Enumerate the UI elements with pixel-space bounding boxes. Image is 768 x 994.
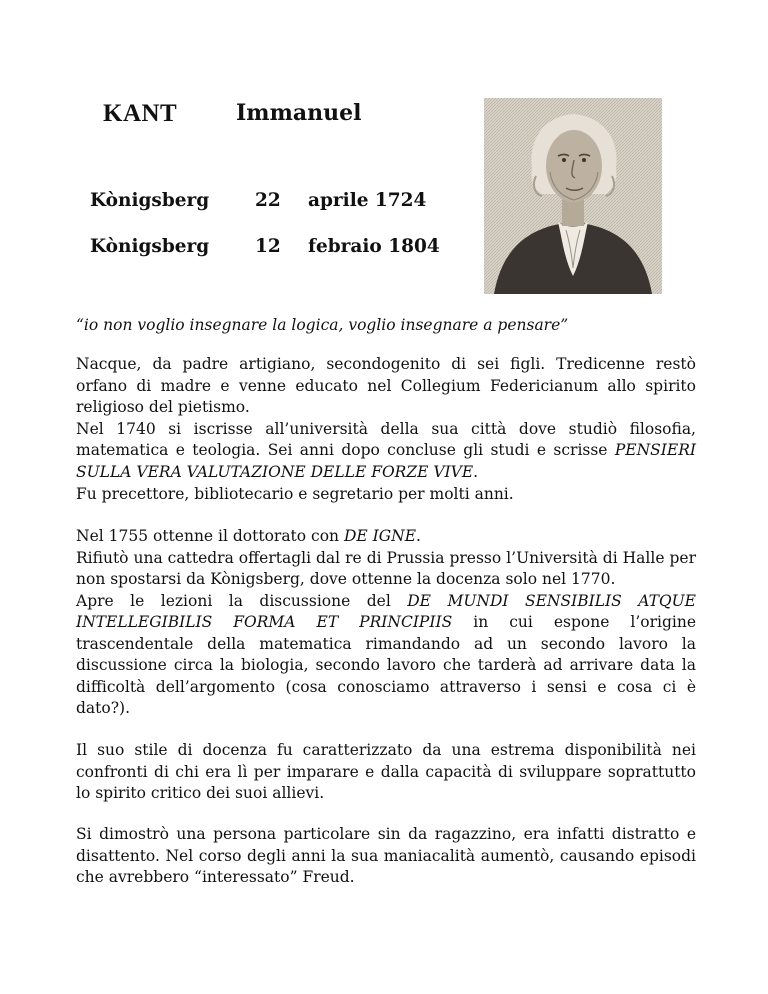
work-title: PENSIERI SULLA VERA VALUTAZIONE DELLE FORZE VIVE <box>76 441 696 481</box>
paragraph-text: Il suo stile di docenza fu caratterizzato da una estrema disponibilità nei confronti di chi era lì per imparare e dalla capacità di sviluppare soprattutto lo spirito critico dei suoi allievi. <box>76 741 696 802</box>
paragraph-text <box>76 591 696 720</box>
kant-quote: “io non voglio insegnare la logica, voglio insegnare a pensare” <box>76 316 569 334</box>
text-span: . <box>473 462 479 481</box>
paragraph-career <box>76 484 696 506</box>
given-name-heading: Immanuel <box>236 100 362 126</box>
paragraph-teaching-style <box>76 740 696 805</box>
paragraph-text <box>76 526 696 548</box>
paragraph-text: Rifiutò una cattedra offertagli dal re di Prussia presso l’Università di Halle per non spostarsi da Kònigsberg, dove ottenne la docenza solo nel 1770. <box>76 548 696 588</box>
death-place: Kònigsberg <box>90 236 210 257</box>
paragraph-text: Fu precettore, bibliotecario e segretario per molti anni. <box>76 485 514 503</box>
work-title: DE IGNE <box>343 527 417 545</box>
birth-place: Kònigsberg <box>90 190 210 211</box>
death-day: 12 <box>255 236 281 257</box>
text-span: in cui espone l’origine trascendentale della matematica rimandando ad un secondo lavoro la discussione circa la biologia, secondo lavoro che tarderà ad arrivare data la difficoltà dell’argomento (cosa conosciamo attraverso i sensi e cosa ci è dato?). <box>76 613 696 717</box>
text-span: Nel 1755 ottenne il dottorato con <box>76 527 344 545</box>
birth-month-year: aprile 1724 <box>308 190 427 211</box>
text-span: Nel 1740 si iscrisse all’università della sua città dove studiò filosofia, matematica e teologia. Sei anni dopo concluse gli studi e scrisse <box>76 419 696 459</box>
paragraph-doctorate <box>76 526 696 720</box>
text-span: Apre le lezioni la discussione del <box>76 591 408 610</box>
portrait-image <box>484 98 662 294</box>
paragraph-text: Nacque, da padre artigiano, secondogenito di sei figli. Tredicenne restò orfano di madre e venne educato nel Collegium Federicianum allo spirito religioso del pietismo. <box>76 355 696 416</box>
paragraph-text: Si dimostrò una persona particolare sin da ragazzino, era infatti distratto e disattento. Nel corso degli anni la sua maniacalità aumentò, causando episodi che avrebbero “interessato” Freud. <box>76 825 696 886</box>
death-month-year: febraio 1804 <box>308 236 440 257</box>
paragraph-text <box>76 419 696 484</box>
birth-day: 22 <box>255 190 281 211</box>
paragraph-personality <box>76 824 696 889</box>
work-title: DE MUNDI SENSIBILIS ATQUE INTELLEGIBILIS FORMA ET PRINCIPIIS <box>76 591 696 631</box>
portrait-engraving-icon <box>484 98 662 294</box>
text-span: . <box>416 527 421 545</box>
surname-heading: KANT <box>103 100 178 127</box>
paragraph-early-life <box>76 354 696 483</box>
